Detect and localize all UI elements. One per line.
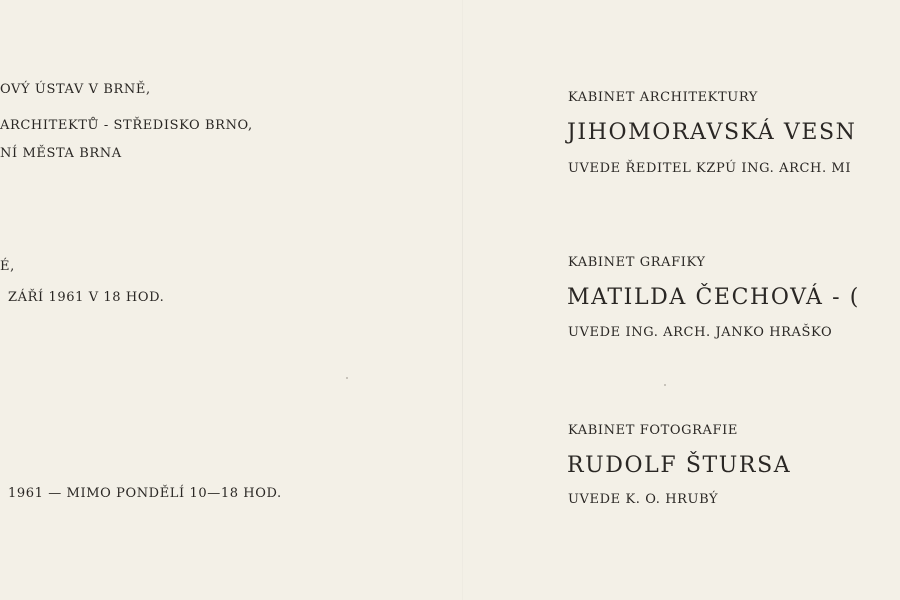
cabinet-graphics-introduction: UVEDE ING. ARCH. JANKO HRAŠKO [568, 325, 833, 340]
paper-speck [664, 384, 666, 386]
cabinet-photography-introduction: UVEDE K. O. HRUBÝ [568, 492, 719, 507]
opening-fragment: É, [0, 259, 15, 274]
exhibition-duration: 1961 — MIMO PONDĚLÍ 10—18 HOD. [8, 486, 282, 501]
cabinet-graphics-title: MATILDA ČECHOVÁ - ( [567, 285, 860, 310]
cabinet-photography-label: KABINET FOTOGRAFIE [568, 423, 738, 438]
cabinet-architecture-introduction: UVEDE ŘEDITEL KZPÚ ING. ARCH. MI [568, 161, 852, 176]
cabinet-photography-title: RUDOLF ŠTURSA [567, 453, 792, 478]
organizer-line-2: ARCHITEKTŮ - STŘEDISKO BRNO, [0, 118, 253, 133]
organizer-line-1: OVÝ ÚSTAV V BRNĚ, [0, 82, 151, 97]
opening-time: ZÁŘÍ 1961 V 18 HOD. [8, 290, 165, 305]
paper-speck [346, 377, 348, 379]
cabinet-architecture-label: KABINET ARCHITEKTURY [568, 90, 758, 105]
page-fold [462, 0, 463, 600]
organizer-line-3: NÍ MĚSTA BRNA [0, 146, 122, 161]
cabinet-architecture-title: JIHOMORAVSKÁ VESN [567, 120, 857, 145]
cabinet-graphics-label: KABINET GRAFIKY [568, 255, 706, 270]
